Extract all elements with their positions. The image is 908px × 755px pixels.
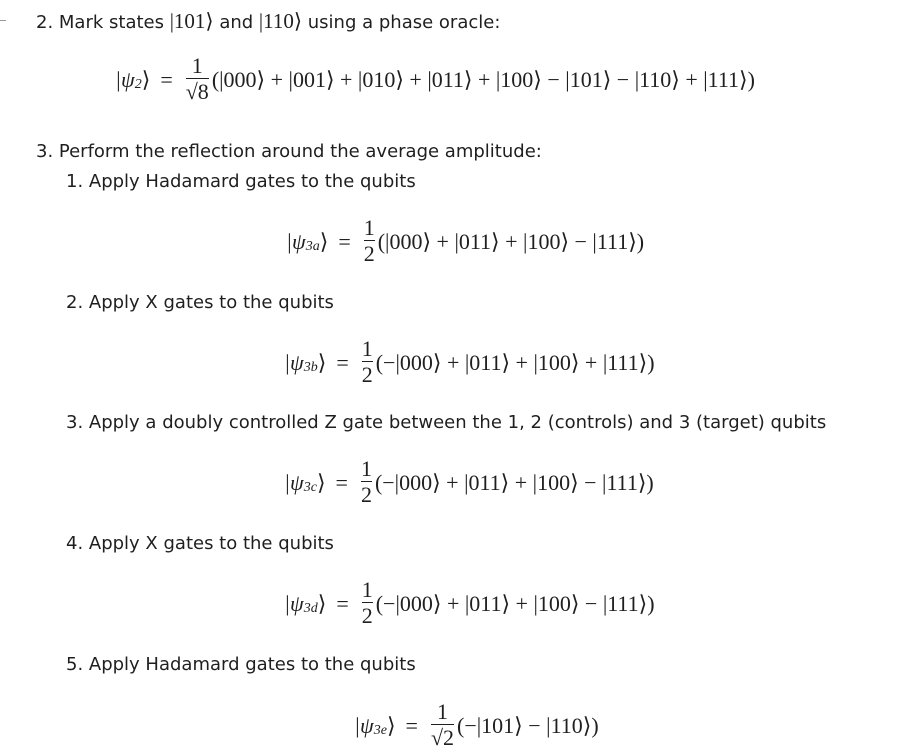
fraction-numerator: 1 (360, 456, 372, 481)
psi-rhs: (−|000⟩ + |011⟩ + |100⟩ − |111⟩) (375, 590, 655, 616)
substep-4-label: 4. Apply X gates to the qubits (66, 533, 334, 554)
fraction-denominator: 2 (361, 362, 373, 388)
fraction-numerator: 1 (191, 53, 203, 78)
ket-101: |101⟩ (169, 9, 214, 33)
ket-close: ⟩ (317, 590, 327, 616)
substep-5-label: 5. Apply Hadamard gates to the qubits (66, 654, 416, 675)
psi-3e-equation (354, 700, 599, 751)
fraction-numerator: 1 (436, 699, 448, 724)
equals-sign: = (335, 469, 348, 495)
step-2-and: and (213, 12, 259, 33)
psi-rhs: (−|000⟩ + |011⟩ + |100⟩ − |111⟩) (374, 469, 654, 495)
step-3-heading: 3. Perform the reflection around the average amplitude: (36, 141, 542, 162)
psi-subscript: 3b (303, 359, 318, 375)
fraction (361, 457, 372, 508)
equals-sign: = (160, 66, 173, 92)
ket-close: ⟩ (386, 712, 396, 738)
step-2-label: 2. Mark states (36, 12, 170, 33)
substep-1-label: 1. Apply Hadamard gates to the qubits (66, 171, 416, 192)
step-2-rest: using a phase oracle: (302, 12, 501, 33)
ket-close: ⟩ (319, 228, 329, 254)
psi-2-lhs: |ψ (115, 66, 135, 92)
ket-open: |ψ (284, 590, 304, 616)
fraction (431, 700, 454, 751)
psi-subscript: 3c (303, 479, 317, 495)
psi-2-equation (115, 54, 755, 105)
fraction-denominator: √8 (185, 79, 209, 105)
psi-2-subscript: 2 (134, 76, 142, 92)
psi-rhs: (−|101⟩ − |110⟩) (457, 712, 599, 738)
psi-3a-equation (286, 216, 644, 267)
ket-close: ⟩ (316, 469, 326, 495)
fraction-numerator: 1 (361, 336, 373, 361)
substep-3-label: 3. Apply a doubly controlled Z gate between the 1, 2 (controls) and 3 (target) qubits (66, 412, 827, 433)
fraction (362, 578, 373, 629)
ket-open: |ψ (286, 228, 306, 254)
psi-2-rhs: (|000⟩ + |001⟩ + |010⟩ + |011⟩ + |100⟩ − |101⟩ − |110⟩ + |111⟩) (211, 66, 755, 92)
psi-subscript: 3e (373, 722, 387, 738)
ket-close: ⟩ (317, 349, 327, 375)
psi-rhs: (−|000⟩ + |011⟩ + |100⟩ + |111⟩) (375, 349, 655, 375)
fraction-denominator: √2 (430, 725, 455, 751)
fraction (186, 54, 209, 105)
fraction (364, 216, 375, 267)
ket-open: |ψ (354, 712, 374, 738)
ket-open: |ψ (284, 469, 304, 495)
psi-subscript: 3a (305, 238, 320, 254)
equals-sign: = (336, 349, 349, 375)
fraction-numerator: 1 (361, 577, 373, 602)
fraction (362, 337, 373, 388)
fraction-denominator: 2 (360, 482, 372, 508)
fraction-numerator: 1 (363, 215, 375, 240)
equals-sign: = (338, 228, 351, 254)
psi-2-ket-close: ⟩ (141, 66, 151, 92)
psi-rhs: (|000⟩ + |011⟩ + |100⟩ − |111⟩) (377, 228, 645, 254)
substep-2-label: 2. Apply X gates to the qubits (66, 292, 334, 313)
equals-sign: = (405, 712, 418, 738)
ket-open: |ψ (284, 349, 304, 375)
psi-3d-equation (284, 578, 655, 629)
psi-3c-equation (284, 457, 654, 508)
ket-110: |110⟩ (258, 9, 303, 33)
psi-3b-equation (284, 337, 655, 388)
psi-subscript: 3d (303, 600, 318, 616)
step-2-heading (36, 9, 500, 35)
fraction-denominator: 2 (361, 603, 373, 629)
list-bullet-dash (0, 20, 6, 21)
equals-sign: = (336, 590, 349, 616)
fraction-denominator: 2 (363, 241, 375, 267)
